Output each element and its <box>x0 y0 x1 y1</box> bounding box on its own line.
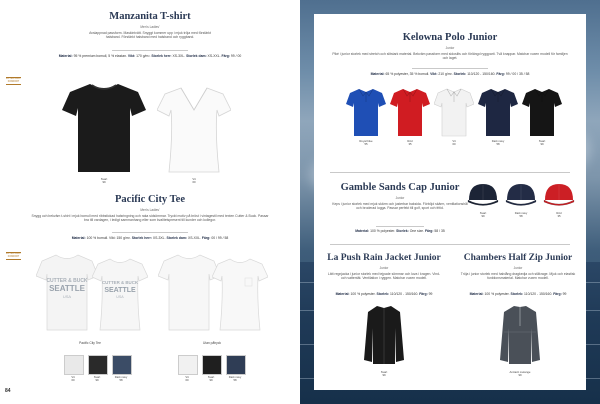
spec-value: 65 % polyester, 35 % bomull. <box>384 72 431 76</box>
pacific-tee-printed-ladies <box>92 256 148 332</box>
spec-key: Material: <box>58 54 73 58</box>
spec-value: 95 % premium bomull, 5 % elastan. <box>72 54 128 58</box>
spec-value: 100 % polyester. <box>349 292 377 296</box>
spec-value: XS-3XL. <box>151 236 167 240</box>
kelowna-title: Kelowna Polo Junior <box>402 32 498 43</box>
pacific-print-line1: CUTTER & BUCK <box>46 278 88 284</box>
kelowna-divider <box>412 68 488 69</box>
spec-value: 100 % bomull. Vikt: 150 g/m². <box>85 236 132 240</box>
lapush-title: La Push Rain Jacket Junior <box>327 253 441 263</box>
gamble-cap <box>542 182 576 208</box>
pacific-caption-right: Utan påtryck <box>203 341 221 345</box>
gamble-title: Gamble Sands Cap Junior <box>340 182 460 193</box>
spec-key: Storlek dam: <box>166 236 187 240</box>
pacific-print2-line1: CUTTER & BUCK <box>101 280 139 285</box>
pacific-swatch-label: Dark navy 58 <box>228 375 242 383</box>
manzanita-label-black: Svart 99 <box>100 177 108 185</box>
chambers-subtitle: Junior <box>513 266 523 270</box>
pacific-spec <box>30 236 270 241</box>
kelowna-polo <box>390 86 430 138</box>
gamble-cap <box>504 182 538 208</box>
spec-key: Storlek herr: <box>131 236 152 240</box>
spec-value: 100 % polyester. <box>369 229 397 233</box>
pacific-swatch <box>202 355 222 375</box>
kelowna-polo-label: Röd 35 <box>407 139 413 147</box>
lapush-jacket <box>364 304 404 366</box>
manzanita-title: Manzanita T-shirt <box>109 11 191 22</box>
spec-key: Storlek: <box>376 292 390 296</box>
pacific-title: Pacific City Tee <box>115 194 185 205</box>
spec-key: Storlek herr: <box>151 54 172 58</box>
gamble-spec <box>332 229 468 234</box>
spec-key: Storlek: <box>510 292 524 296</box>
spec-value: XS-3XL. <box>171 54 187 58</box>
spec-key: Vikt: <box>430 72 438 76</box>
lapush-spec <box>326 292 442 297</box>
spec-value: 110/120 - 150/160. <box>389 292 420 296</box>
lapush-subtitle: Junior <box>379 266 389 270</box>
spec-value: 99 <box>561 292 567 296</box>
kelowna-polo-label: Vit 00 <box>452 139 456 147</box>
chambers-halfzip <box>500 304 540 366</box>
spec-key: Material: <box>71 236 86 240</box>
pacific-swatch-label: Dark navy 58 <box>114 375 128 383</box>
chambers-label: Antracit melange 99 <box>509 370 531 378</box>
gamble-cap-label: Dark navy 58 <box>514 211 528 219</box>
pacific-swatch <box>112 355 132 375</box>
spec-value: One size. <box>408 229 425 233</box>
kelowna-polo-label: Dark navy 58 <box>491 139 505 147</box>
spec-value: 99 <box>427 292 433 296</box>
lapush-label: Svart 99 <box>380 370 388 378</box>
spec-key: Färg: <box>221 54 230 58</box>
chambers-title: Chambers Half Zip Junior <box>463 253 573 263</box>
spec-value: 99 / 00 <box>229 54 242 58</box>
kelowna-polo <box>522 86 562 138</box>
kelowna-spec <box>330 72 570 77</box>
spec-key: Storlek: <box>396 229 409 233</box>
gamble-divider <box>376 226 424 227</box>
manzanita-label-white: Vit 00 <box>192 177 196 185</box>
chambers-description: Tröja i junior storlek med halvlång dragkedja och ståkrage. Mjuk och elastisk funktionsmaterial. Matchar vuxen modell. <box>460 272 576 281</box>
pacific-tee-plain-ladies <box>212 256 268 332</box>
manzanita-tee-black <box>62 80 146 174</box>
pacific-tee-plain-men <box>158 252 220 332</box>
spec-key: Färg: <box>424 229 434 233</box>
kelowna-polo <box>434 86 474 138</box>
section-divider <box>330 172 570 173</box>
pacific-print2-line3: USA <box>116 295 124 299</box>
spec-key: Material: <box>335 292 350 296</box>
spec-value: 110/120 - 150/160. <box>466 72 497 76</box>
manzanita-description: Avslappnad passform. Maskintvätt. Snyggt kommer upp i mjuk tröja med förstärkt halsband. Förstärkt halsband med halsband och ryggband. <box>89 31 211 40</box>
spec-value: XS-XXL. <box>187 236 202 240</box>
page-number: 84 <box>5 388 11 394</box>
gamble-cap <box>466 182 500 208</box>
spec-value: 00 / 99 / 58 <box>210 236 229 240</box>
gamble-cap-label: Svart 99 <box>479 211 487 219</box>
pacific-tee-printed-men <box>36 252 98 332</box>
spec-key: Färg: <box>201 236 211 240</box>
pacific-swatch-label: Svart 99 <box>207 375 215 383</box>
gamble-subtitle: Junior <box>395 196 405 200</box>
gamble-cap-label: Röd 35 <box>556 211 562 219</box>
chambers-spec <box>456 292 580 297</box>
kelowna-subtitle: Junior <box>445 46 455 50</box>
pacific-print2-line2: SEATTLE <box>104 287 136 294</box>
pacific-badge: EXTRA MJUK KOMFORT <box>6 253 21 258</box>
spec-value: XS-XXL. <box>206 54 222 58</box>
manzanita-subtitle: Men's Ladies' <box>140 25 160 29</box>
pacific-subtitle: Men's Ladies' <box>140 208 160 212</box>
manzanita-divider <box>112 50 188 51</box>
spec-key: Färg: <box>553 292 562 296</box>
spec-key: Färg: <box>419 292 428 296</box>
spec-value: 100 % polyester. <box>483 292 511 296</box>
pacific-swatch-label: Vit 00 <box>71 375 75 383</box>
kelowna-polo-label: Svart 99 <box>538 139 546 147</box>
pacific-swatch <box>178 355 198 375</box>
kelowna-polo-label: Royal blue 55 <box>359 139 373 147</box>
pacific-print-line2: SEATTLE <box>49 284 85 293</box>
spec-key: Material: <box>355 229 370 233</box>
kelowna-description: Piké i junior storlek med stretch och slitstark material. Bekväm passform med sidoslits och förlängd ryggparti. Två knappar. Matchar vuxen modell för familjen och laget. <box>332 52 568 61</box>
kelowna-polo <box>478 86 518 138</box>
spec-key: Material: <box>370 72 385 76</box>
pacific-swatch <box>64 355 84 375</box>
pacific-swatch <box>226 355 246 375</box>
pacific-print-line3: USA <box>62 294 72 299</box>
spec-key: Storlek: <box>453 72 467 76</box>
pacific-divider <box>112 232 188 233</box>
pacific-swatch <box>88 355 108 375</box>
right-product-panel <box>314 14 586 390</box>
pacific-description: Snygg och bekväm t-shirt i mjuk bomull med ribbstickad halsringning och raka sidsömmar. Tryckt motiv på bröst i vintagestil med texten Cutter & Buck. Passar bra till vardagen, i ledigt sammanhang eller som kvalitetspresent till kunder och kollegor. <box>31 214 269 223</box>
spec-value: 99 / 00 / 35 / 58 <box>504 72 530 76</box>
lapush-description: Lätt regnjacka i junior storlek med tejpade sömmar och luva i kragen. Vind- och vattentät. Ventilation i ryggen. Matchar vuxen modell. <box>327 272 441 281</box>
spec-key: Material: <box>469 292 484 296</box>
spec-value: 210 g/m². <box>437 72 454 76</box>
kelowna-polo <box>346 86 386 138</box>
manzanita-spec <box>20 54 280 59</box>
spec-value: 110/120 - 150/160. <box>523 292 554 296</box>
spec-value: 170 g/m². <box>135 54 152 58</box>
manzanita-badge: EXTRA MJUK KOMFORT <box>6 78 21 83</box>
gamble-description: Keps i junior storlek med mjuk skärm och justerbar baksida. Förböjd skärm, ventilationshål och broderad logga. Passar perfekt till golf, sport och fritid. <box>332 202 468 211</box>
manzanita-tee-white <box>157 84 231 174</box>
spec-key: Storlek dam: <box>186 54 207 58</box>
spec-value: 58 / 35 <box>433 229 445 233</box>
spec-key: Färg: <box>496 72 505 76</box>
pacific-swatch-label: Svart 99 <box>93 375 101 383</box>
section-divider <box>330 244 570 245</box>
pacific-swatch-label: Vit 00 <box>185 375 189 383</box>
pacific-caption-left: Pacific City Tee <box>79 341 101 345</box>
spec-key: Vikt: <box>127 54 136 58</box>
